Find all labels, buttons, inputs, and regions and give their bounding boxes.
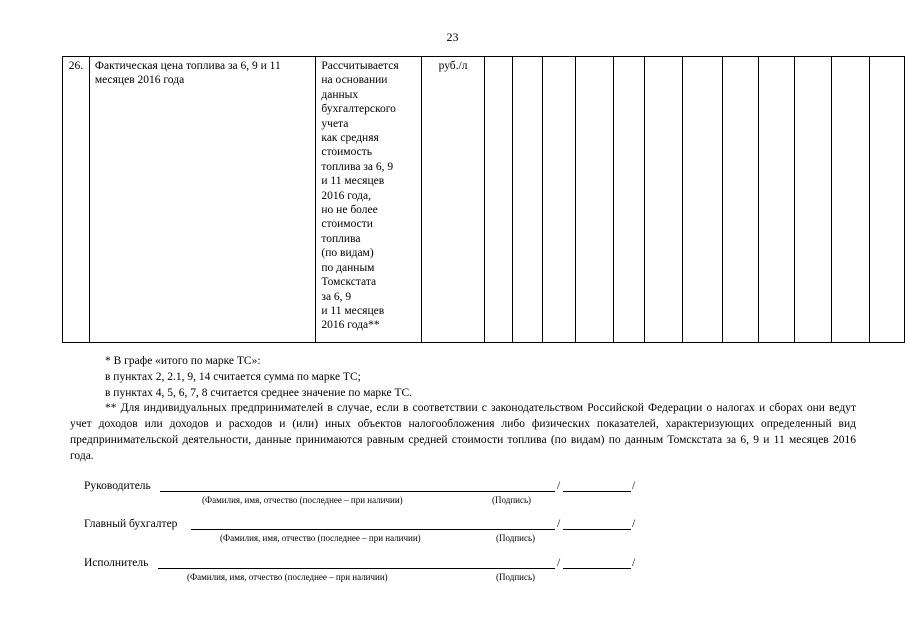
separator-slash: / xyxy=(557,480,561,492)
name-caption: (Фамилия, имя, отчество (последнее – при наличии) xyxy=(202,495,403,505)
method-line: 2016 года** xyxy=(321,319,380,332)
method-line: и 11 месяцев xyxy=(321,175,385,188)
method-line: данных xyxy=(321,88,359,101)
footnote-2: ** Для индивидуальных предпринимателей в случае, если в соответствии с законодательством Российской Федерации о налогах и сборах они ведут учет доходов или доходов и расходов и (или) иных объектов налогообложения либо физических показателей, характеризующих определенный вид предпринимательской деятельности, данные принимаются равным средней стоимости топлива (по видам) по данным Томскстата за 6, 9 и 11 месяцев 2016 года. xyxy=(70,402,856,462)
value-cell xyxy=(831,57,870,343)
calculation-method xyxy=(316,57,422,343)
method-line: как средняя xyxy=(321,132,379,145)
method-line: Томскстата xyxy=(321,276,377,289)
separator-slash: / xyxy=(632,518,636,530)
table-row xyxy=(63,57,905,343)
signature-role: Исполнитель xyxy=(84,557,149,569)
signature-role: Руководитель xyxy=(84,480,151,492)
value-cell xyxy=(512,57,543,343)
value-cell xyxy=(575,57,613,343)
name-field-line[interactable] xyxy=(158,557,555,569)
method-line: и 11 месяцев xyxy=(321,304,385,317)
method-line: стоимости xyxy=(321,218,373,231)
value-cell xyxy=(613,57,645,343)
separator-slash: / xyxy=(632,557,636,569)
value-cell xyxy=(722,57,759,343)
value-cell xyxy=(794,57,831,343)
method-line: топлива за 6, 9 xyxy=(321,160,394,173)
method-line: учета xyxy=(321,117,349,130)
signature-caption: (Подпись) xyxy=(496,572,536,582)
value-cell xyxy=(682,57,722,343)
signature-field-line[interactable] xyxy=(563,480,631,492)
row-number: 26. xyxy=(63,57,90,343)
value-cell xyxy=(870,57,905,343)
name-caption: (Фамилия, имя, отчество (последнее – при наличии) xyxy=(187,572,388,582)
name-field-line[interactable] xyxy=(160,480,555,492)
signature-caption: (Подпись) xyxy=(492,495,532,505)
signature-caption: (Подпись) xyxy=(496,533,536,543)
footnote-1-item-avg: в пунктах 4, 5, 6, 7, 8 считается среднее значение по марке ТС. xyxy=(105,386,413,399)
method-line: топлива xyxy=(321,232,361,245)
separator-slash: / xyxy=(557,557,561,569)
method-line: (по видам) xyxy=(321,247,374,260)
unit-of-measure: руб./л xyxy=(422,57,485,343)
signature-field-line[interactable] xyxy=(563,557,631,569)
separator-slash: / xyxy=(557,518,561,530)
indicator-name: Фактическая цена топлива за 6, 9 и 11 месяцев 2016 года xyxy=(89,57,316,343)
name-field-line[interactable] xyxy=(191,518,555,530)
method-line: но не более xyxy=(321,204,378,217)
signature-role: Главный бухгалтер xyxy=(84,518,178,530)
value-cell xyxy=(645,57,683,343)
separator-slash: / xyxy=(632,480,636,492)
signature-field-line[interactable] xyxy=(563,518,631,530)
method-line: стоимость xyxy=(321,146,372,159)
indicator-table xyxy=(62,56,905,343)
footnote-1-item-sum: в пунктах 2, 2.1, 9, 14 считается сумма по марке ТС; xyxy=(105,370,361,383)
value-cell xyxy=(484,57,512,343)
footnote-1: * В графе «итого по марке ТС»: xyxy=(105,355,261,367)
method-line: 2016 года, xyxy=(321,189,371,202)
method-line: на основании xyxy=(321,74,388,87)
method-line: бухгалтерского xyxy=(321,103,396,116)
value-cell xyxy=(543,57,576,343)
name-caption: (Фамилия, имя, отчество (последнее – при наличии) xyxy=(220,533,421,543)
footnotes xyxy=(70,354,856,465)
method-line: по данным xyxy=(321,261,375,274)
method-line: за 6, 9 xyxy=(321,290,352,303)
value-cell xyxy=(759,57,795,343)
page-number: 23 xyxy=(446,30,459,44)
method-line: Рассчитывается xyxy=(321,60,399,72)
